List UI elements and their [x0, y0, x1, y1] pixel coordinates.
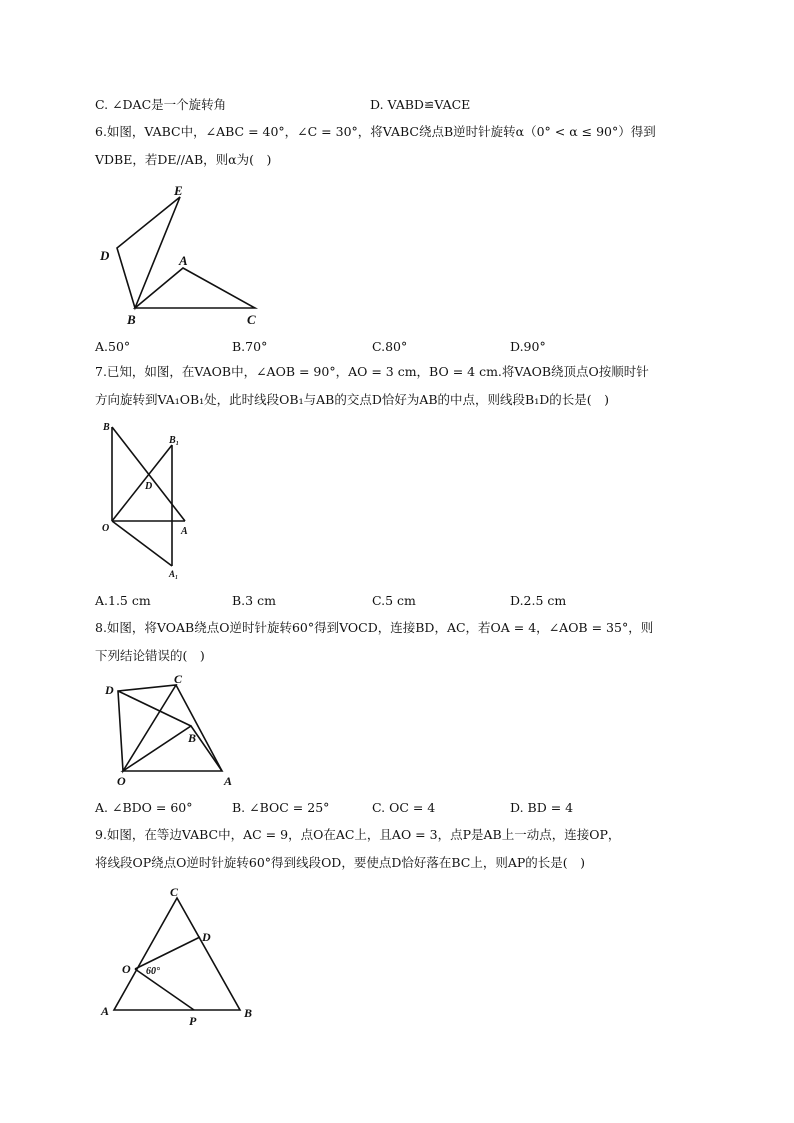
q7-stem-line1: 7.已知，如图，在VAOB中，∠AOB = 90°，AO = 3 cm，BO = 4 cm.将VAOB绕顶点O按顺时针 [95, 364, 649, 379]
q6-label-e: E [174, 183, 183, 198]
q7-option-b: B.3 cm [232, 593, 276, 608]
q8-stem-line2: 下列结论错误的( ) [95, 648, 205, 663]
q8-option-b: B. ∠BOC = 25° [232, 800, 330, 815]
q9-label-b: B [244, 1006, 253, 1020]
q8-label-d: D [105, 683, 114, 697]
q6-label-a: A [179, 253, 188, 268]
q9-segment-od [135, 937, 200, 969]
q7-label-o: O [102, 523, 110, 534]
q6-label-b: B [127, 312, 136, 327]
q9-stem-line2: 将线段OP绕点O逆时针旋转60°得到线段OD，要使点D恰好落在BC上，则AP的长是( ) [95, 855, 586, 870]
q7-label-a: A [181, 526, 188, 537]
q7-stem-line2: 方向旋转到VA₁OB₁处，此时线段OB₁与AB的交点D恰好为AB的中点，则线段B₁D的长是( ) [95, 392, 610, 407]
q9-label-d: D [202, 930, 211, 944]
q9-label-a: A [101, 1004, 110, 1018]
q9-segment-op [135, 969, 194, 1010]
q7-option-c: C.5 cm [372, 593, 416, 608]
q6-label-c: C [247, 312, 256, 327]
q8-label-o: O [117, 774, 126, 788]
q6-stem-line2: VDBE，若DE//AB，则α为( ) [95, 152, 272, 167]
q9-stem-line1: 9.如图，在等边VABC中，AC = 9，点O在AC上，且AO = 3，点P是AB上一动点，连接OP， [95, 827, 621, 842]
q7-label-d: D [145, 481, 153, 492]
q8-label-b: B [188, 731, 197, 745]
q9-label-angle: 60° [146, 966, 160, 977]
q8-option-c: C. OC = 4 [372, 800, 436, 815]
q7-label-b: B [103, 422, 110, 433]
q9-label-o: O [122, 962, 131, 976]
q6-label-d: D [100, 248, 110, 263]
q6-stem-line1: 6.如图，VABC中，∠ABC = 40°，∠C = 30°，将VABC绕点B逆时针旋转α（0° < α ≤ 90°）得到 [95, 124, 656, 139]
q9-equilateral-triangle [114, 898, 240, 1010]
q6-option-a: A.50° [95, 339, 131, 354]
q7-option-d: D.2.5 cm [510, 593, 567, 608]
q8-label-c: C [174, 672, 183, 686]
q7-label-b1: B₁ [169, 435, 180, 446]
q5-option-d: D. VABD≌VACE [370, 97, 471, 112]
q8-stem-line1: 8.如图，将VOAB绕点O逆时针旋转60°得到VOCD，连接BD，AC，若OA = 4，∠AOB = 35°，则 [95, 620, 654, 635]
q7-option-a: A.1.5 cm [95, 593, 151, 608]
q6-option-d: D.90° [510, 339, 546, 354]
q6-option-b: B.70° [232, 339, 268, 354]
q8-option-d: D. BD = 4 [510, 800, 574, 815]
q7-label-a1: A₁ [169, 569, 179, 579]
q9-label-p: P [189, 1014, 197, 1028]
q8-option-a: A. ∠BDO = 60° [95, 800, 193, 815]
q8-label-a: A [224, 774, 233, 788]
q5-option-c: C. ∠DAC是一个旋转角 [95, 97, 227, 112]
q6-option-c: C.80° [372, 339, 408, 354]
q9-label-c: C [170, 885, 179, 899]
